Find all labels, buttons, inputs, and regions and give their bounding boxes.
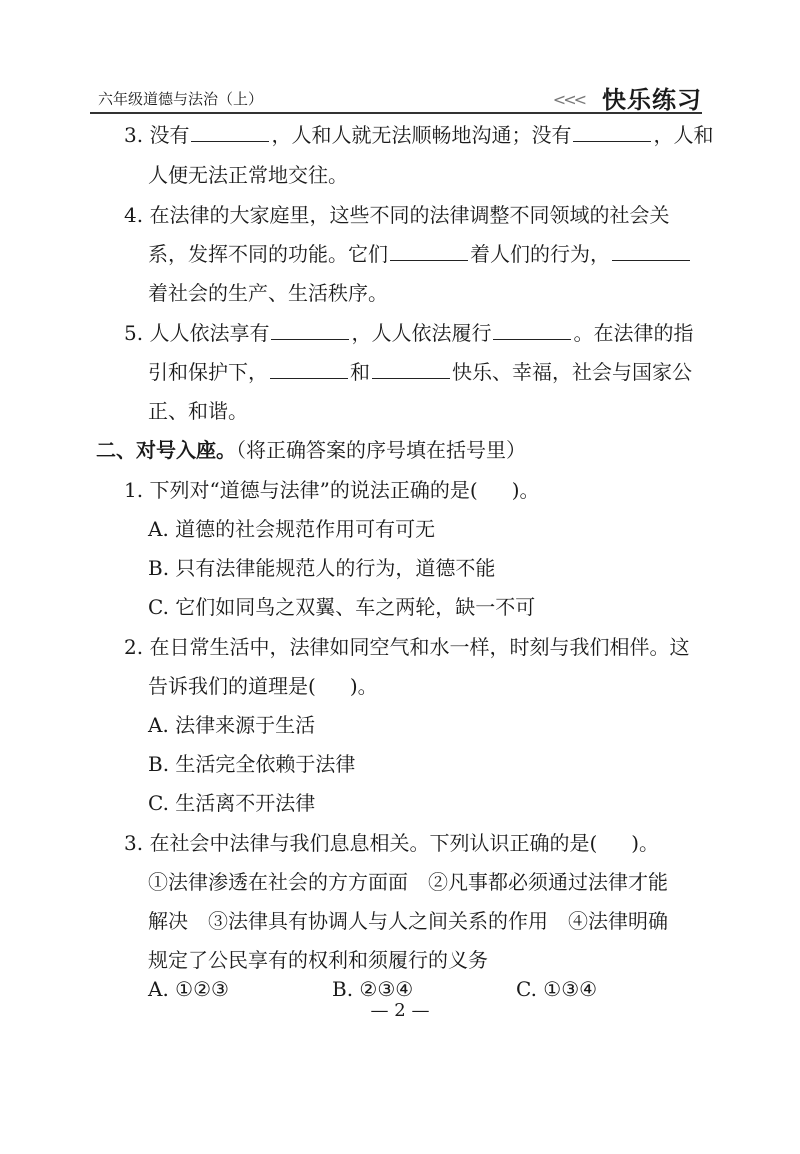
mc2-option-c: C. 生活离不开法律 [148,791,316,815]
answer-blank[interactable] [372,360,450,379]
mc1-stem-text: 1. 下列对“道德与法律”的说法正确的是( [124,478,478,502]
header-divider [90,112,702,114]
section-title: 二、对号入座。 [96,438,236,462]
page-number: — 2 — [370,1000,430,1021]
q5-text-a: 5. 人人依法享有 [124,321,270,345]
book-title: 六年级道德与法治（上） [98,90,264,108]
mc3-option-c: C. ①③④ [516,977,598,1001]
mc1-option-b: B. 只有法律能规范人的行为，道德不能 [148,556,496,580]
q3-line-2: 人便无法正常地交往。 [148,163,348,187]
q5-text-b: ，人人依法履行 [351,321,492,345]
q5-text-f: 快乐、幸福，社会与国家公 [452,360,692,384]
mc2-option-b: B. 生活完全依赖于法律 [148,752,356,776]
q4-line-3: 着社会的生产、生活秩序。 [148,281,388,305]
mc3-statement-line-2: 解决 ③法律具有协调人与人之间关系的作用 ④法律明确 [148,909,668,933]
answer-blank[interactable] [612,242,690,261]
section-heading [96,436,526,464]
mc1-option-a: A. 道德的社会规范作用可有可无 [148,517,436,541]
q5-text-d: 引和保护下， [148,360,268,384]
mc3-stem-text: 3. 在社会中法律与我们息息相关。下列认识正确的是( [124,831,598,855]
q5-line-3: 正、和谐。 [148,399,248,423]
answer-blank[interactable] [270,360,348,379]
answer-blank[interactable] [191,123,269,142]
answer-blank[interactable] [390,242,468,261]
q5-text-c: 。在法律的指 [573,321,694,345]
q3-text-c: ，人和 [653,123,714,147]
mc1-option-c: C. 它们如同鸟之双翼、车之两轮，缺一不可 [148,595,536,619]
q3-text-a: 3. 没有 [124,123,190,147]
mc2-option-a: A. 法律来源于生活 [148,713,316,737]
mc3-statement-line-3: 规定了公民享有的权利和须履行的义务 [148,948,488,972]
mc3-option-a: A. ①②③ [148,977,229,1001]
mc3-stem [124,829,659,857]
q3-text-b: ，人和人就无法顺畅地沟通；没有 [271,123,572,147]
answer-blank[interactable] [493,321,571,340]
answer-blank[interactable] [573,123,651,142]
chevrons-icon: <<< [552,90,584,109]
q4-line-2 [148,240,692,268]
q5-text-e: 和 [350,360,370,384]
mc3-option-b: B. ②③④ [332,977,414,1001]
mc1-stem-close: )。 [511,478,540,502]
mc2-stem-text: 告诉我们的道理是( [148,674,316,698]
mc1-stem [124,476,540,504]
section-brand: 快乐练习 [602,86,702,114]
answer-blank[interactable] [271,321,349,340]
q4-text-a: 系，发挥不同的功能。它们 [148,242,388,266]
section-instruction: （将正确答案的序号填在括号里） [236,438,526,462]
q5-line-1 [124,319,693,347]
q4-line-1: 4. 在法律的大家庭里，这些不同的法律调整不同领域的社会关 [124,203,670,227]
q4-text-b: 着人们的行为， [470,242,610,266]
mc3-statement-line-1: ①法律渗透在社会的方方面面 ②凡事都必须通过法律才能 [148,870,668,894]
q5-line-2 [148,358,692,386]
mc2-stem-close: )。 [349,674,378,698]
mc2-stem-line-2 [148,672,378,700]
page-header [90,78,702,114]
q3-line-1 [124,121,713,149]
mc3-stem-close: )。 [631,831,660,855]
mc2-stem-line-1: 2. 在日常生活中，法律如同空气和水一样，时刻与我们相伴。这 [124,635,690,659]
